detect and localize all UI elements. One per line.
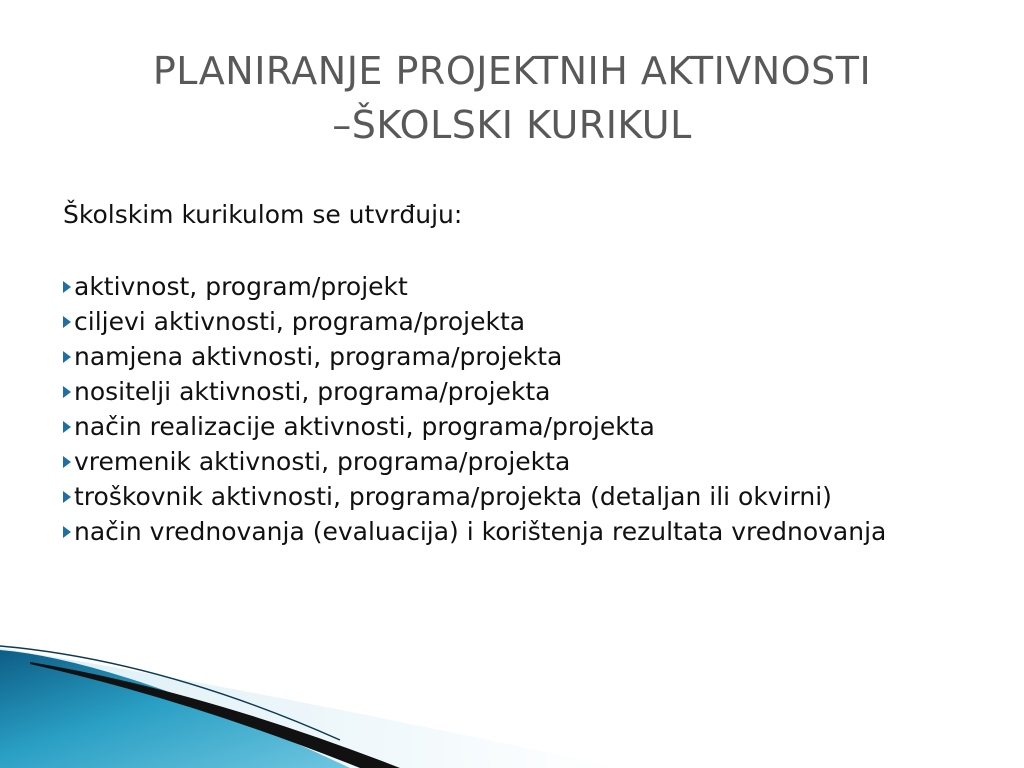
triangle-right-icon [63,456,71,468]
list-item [63,482,923,512]
list-item [63,342,923,372]
list-item-label: nositelji aktivnosti, programa/projekta [74,377,551,406]
triangle-right-icon [63,351,71,363]
list-item-label: ciljevi aktivnosti, programa/projekta [74,307,526,336]
list-item-label: namjena aktivnosti, programa/projekta [74,342,563,371]
slide-title [40,44,984,152]
triangle-right-icon [63,386,71,398]
list-item-label: način realizacije aktivnosti, programa/projekta [74,412,655,441]
list-item-label: troškovnik aktivnosti, programa/projekta (detaljan ili okvirni) [74,482,832,511]
triangle-right-icon [63,526,71,538]
list-item-label: način vrednovanja (evaluacija) i korištenja rezultata vrednovanja [74,517,887,546]
intro-text: Školskim kurikulom se utvrđuju: [63,200,463,229]
triangle-right-icon [63,421,71,433]
list-item-label: vremenik aktivnosti, programa/projekta [74,447,571,476]
list-item [63,412,923,442]
list-item [63,307,923,337]
list-item [63,272,923,302]
slide-body [63,200,923,552]
list-item [63,377,923,407]
triangle-right-icon [63,316,71,328]
list-item [63,447,923,477]
bullet-list [63,272,923,547]
triangle-right-icon [63,281,71,293]
list-item [63,517,923,547]
list-item-label: aktivnost, program/projekt [74,272,408,301]
title-line-1: PLANIRANJE PROJEKTNIH AKTIVNOSTI [152,49,872,93]
title-line-2: –ŠKOLSKI KURIKUL [332,103,692,147]
triangle-right-icon [63,491,71,503]
